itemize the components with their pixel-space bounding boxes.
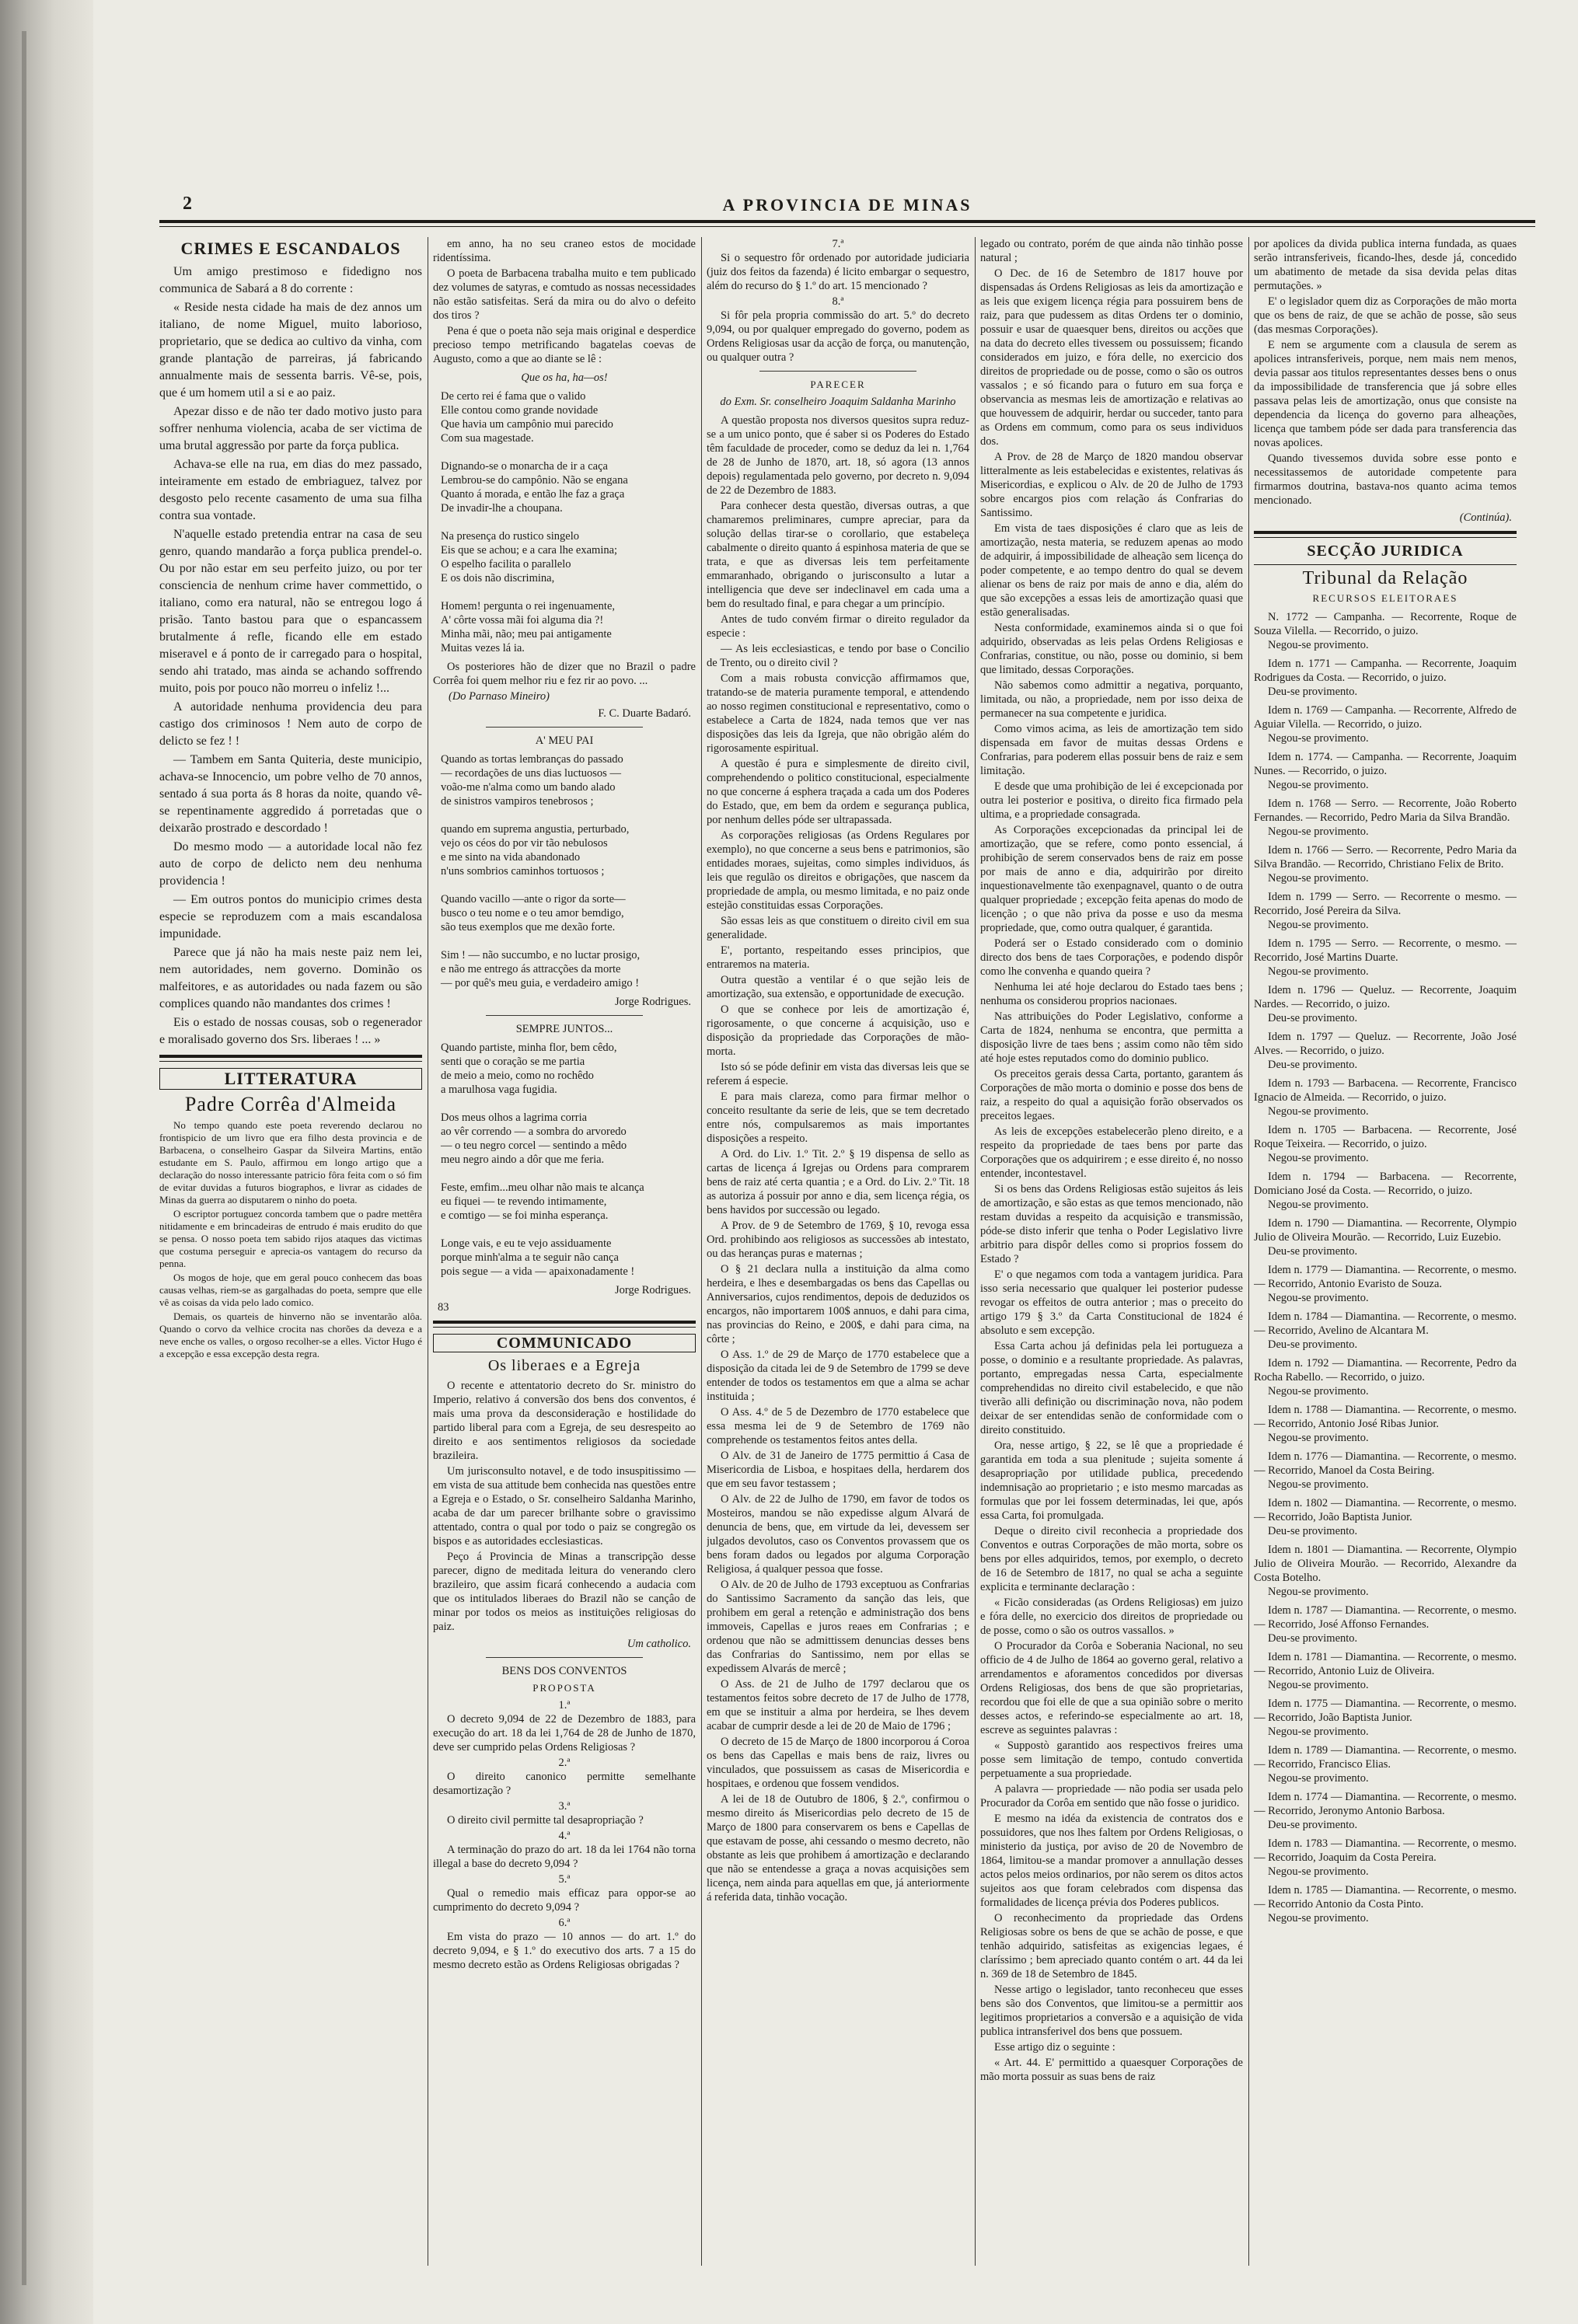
paragraph: As leis de excepções estabelecerão pleno direito, e a respeito da propriedade de taes bens por parte das Corporações que os adquirirem ; e esse direito é, no nosso entender, incontestavel. xyxy=(980,1125,1243,1180)
appeal-result: Negou-se provimento. xyxy=(1268,1199,1369,1211)
appeal-text: Idem n. 1785 — Diamantina. — Recorrente, o mesmo. — Recorrido Antonio da Costa Pinto. xyxy=(1254,1884,1517,1910)
appeal-result: Negou-se provimento. xyxy=(1268,825,1369,838)
column-2 xyxy=(433,237,696,2266)
column-divider xyxy=(701,237,702,2266)
paragraph: Peço á Provincia de Minas a transcripção desse parecer, digno de meditada leitura do venerando clero brazileiro, que assim ficará conhecendo a audacia com que os intitulados liberaes do Brazil não se cançâo de minar por todos os meios as instituições religiosas do paiz. xyxy=(433,1551,696,1633)
appeal-text: Idem n. 1783 — Diamantina. — Recorrente, o mesmo. — Recorrido, Joaquim da Costa Pereira. xyxy=(1254,1837,1517,1864)
appeal-entry xyxy=(1254,1790,1517,1832)
paragraph: O § 21 declara nulla a instituição da alma como herdeira, e lhes e desembargadas os bens das Capellas ou Anniversarios, cujos rendimentos, depois de deduzidos os encargos, não importarem 100$ annuos, e dahi para cima, nas provincias do Reino, e 200$, e dahi para cima, na côrte ; xyxy=(707,1263,969,1345)
section-rule xyxy=(1254,531,1517,534)
appeal-entry xyxy=(1254,1123,1517,1165)
appeal-result: Negou-se provimento. xyxy=(1268,1385,1369,1398)
appeal-result: Negou-se provimento. xyxy=(1268,1726,1369,1738)
appeal-result: Negou-se provimento. xyxy=(1268,872,1369,885)
paragraph: Si os bens das Ordens Religiosas estão sujeitos ás leis de amortização, e são estas as que temos mencionado, não restam duvidas a respeito da acquisição e transmissão, póde-se disto inferir que tenha o Poder Legislativo livre arbitrio para dispôr delles como si proprios fossem do Estado ? xyxy=(980,1183,1243,1265)
paragraph: Apezar disso e de não ter dado motivo justo para soffrer nenhuma violencia, acaba de ser victima de uma brutal aggressão por parte da força publica. xyxy=(159,405,422,452)
appeal-entry xyxy=(1254,1697,1517,1739)
appeal-result: Negou-se provimento. xyxy=(1268,1865,1369,1878)
appeal-text: Idem n. 1796 — Queluz. — Recorrente, Joaquim Nardes. — Recorrido, o juizo. xyxy=(1254,984,1517,1010)
section-title-communicado: COMMUNICADO xyxy=(433,1334,696,1352)
paragraph: A Prov. de 9 de Setembro de 1769, § 10, revoga essa Ord. prohibindo aos religiosos as successões ab intestato, ou das heranças puras e maternas ; xyxy=(707,1220,969,1260)
article-subtitle: Os liberaes e a Egreja xyxy=(487,1357,641,1374)
appeal-text: Idem n. 1768 — Serro. — Recorrente, João Roberto Fernandes. — Recorrido, Pedro Maria da Silva Brandão. xyxy=(1254,797,1517,824)
question-number: 7.ª xyxy=(832,238,844,250)
paragraph: A Ord. do Liv. 1.º Tit. 2.º § 19 dispensa de sello as cartas de licença á Igrejas ou Ordens para comprarem bens de raiz até certa quantia ; e a Ord. do Liv. 2.º Tit. 18 as autoriza á possuir por anno e dia, sem licença régia, os bens havidos por successão ou legado. xyxy=(707,1148,969,1216)
appeal-entry xyxy=(1254,1743,1517,1785)
appeal-text: Idem n. 1781 — Diamantina. — Recorrente, o mesmo. — Recorrido, Antonio Luiz de Oliveira. xyxy=(1254,1651,1517,1677)
appeal-entry xyxy=(1254,1216,1517,1258)
paragraph: N'aquelle estado pretendia entrar na casa de seu genro, quando mandarão a força publica prendel-o. Ou por não estar em seu perfeito juizo, ou por ter consciencia de nenhum crime haver commettido, o italiano, como era natural, não se entregou logo á prisão. Tanto bastou para que o espancassem brutalmente á refle, ficando elle em estado miseravel e á ponto de ir carregado para o hospital, sendo ahi tratado, mas ainda se achando soffrendo muito, pois por pouco não morreu o infeliz !... xyxy=(159,528,422,695)
appeals-list xyxy=(1254,610,1517,1925)
paragraph: O recente e attentatorio decreto do Sr. ministro do Imperio, relativo á conversão dos bens dos conventos, é mais uma prova da desconsideração e hostilidade do partido liberal para com a Egreja, de seu desrespeito ao direito e aos sentimentos religiosos da sociedade brazileira. xyxy=(433,1380,696,1462)
appeal-result: Negou-se provimento. xyxy=(1268,1679,1369,1691)
paragraph: A lei de 18 de Outubro de 1806, § 2.º, confirmou o mesmo direito ás Misericordias pelo decreto de 15 de Março de 1800 para conservarem os bens e Capellas de que estavam de posse, ahi cessando o mesmo decreto, não obstante as leis que prohibem á amortização e declarando que não se entendesse a graça a novas acquisições sem licença, nem ainda para aquellas em que, já anteriormente á referida data, tinhão vocação. xyxy=(707,1793,969,1904)
paragraph: Do mesmo modo — a autoridade local não fez auto de corpo de delicto nem deu nenhuma providencia ! xyxy=(159,840,422,888)
paragraph: Nas attribuições do Poder Legislativo, conforme a Carta de 1824, nenhuma se encontra, que permitta a disposição livre de taes bens ; assim como não têm sido até hoje estes reputados como do dominio publico. xyxy=(980,1010,1243,1065)
appeal-entry xyxy=(1254,1030,1517,1072)
paragraph: — Em outros pontos do municipio crimes desta especie se reproduzem com a mais escandalosa impunidade. xyxy=(159,893,422,940)
paragraph: Com a mais robusta convicção affirmamos que, tratando-se de materia puramente temporal, e attendendo ao nosso regimen constitucional e representativo, como o estabelece a Carta de 1824, nada temos que ver nas disposições das leis da Igreja, que não obrigão além do rigorosamente espiritual. xyxy=(707,672,969,755)
section-rule xyxy=(159,1055,422,1058)
appeal-entry xyxy=(1254,843,1517,885)
paragraph: As Corporações excepcionadas da principal lei de amortização, que se refere, como ponto essencial, á prohibição de serem conservados bens de raiz em posse por mais de anno e dia, adquirirão por direito inquestionavelmente tão exenpagnavel, quanto o de outra qualquer propriedade ; excepção feita apenas do modo de licenção ; o que não priva da posse e uso da mesma propriedade, que, como outra qualquer, é garantida. xyxy=(980,824,1243,934)
appeal-result: Negou-se provimento. xyxy=(1268,1772,1369,1785)
appeal-entry xyxy=(1254,1543,1517,1599)
column-3 xyxy=(707,237,969,2266)
section-subheading: RECURSOS ELEITORAES xyxy=(1312,592,1458,604)
appeal-text: Idem n. 1705 — Barbacena. — Recorrente, José Roque Teixeira. — Recorrido, o juizo. xyxy=(1254,1124,1517,1150)
question-number: 4.ª xyxy=(558,1830,571,1842)
reference-number: 83 xyxy=(438,1301,449,1314)
appeal-text: Idem n. 1789 — Diamantina. — Recorrente, o mesmo. — Recorrido, Francisco Elias. xyxy=(1254,1744,1517,1771)
section-rule-thin xyxy=(433,1327,696,1328)
source-note: (Do Parnaso Mineiro) xyxy=(449,690,550,703)
appeal-text: Idem n. 1792 — Diamantina. — Recorrente, Pedro da Rocha Rabello. — Recorrido, o juizo. xyxy=(1254,1357,1517,1384)
question: O decreto 9,094 de 22 de Dezembro de 1883, para execução do art. 18 da lei 1,764 de 28 de Junho de 1870, deve ser cumprido pelas Ordens Religiosas ? xyxy=(433,1713,696,1753)
newspaper-page xyxy=(159,183,1535,2281)
paragraph: Os preceitos gerais dessa Carta, portanto, garantem ás Corporações de mão morta o dominio e posse dos bens de raiz, a respeito do qual a aquisição forão observados os preceitos legaes. xyxy=(980,1068,1243,1122)
question-number: 5.ª xyxy=(558,1873,571,1886)
paragraph: E', portanto, respeitando esses principios, que entraremos na materia. xyxy=(707,944,969,971)
appeal-entry xyxy=(1254,657,1517,699)
paragraph: — Tambem em Santa Quiteria, deste municipio, achava-se Innocencio, um pobre velho de 70 annos, sentado á sua porta ás 8 horas da noite, quando vê-se repentinamente aggredido á porretadas que o deixarão prostrado e descordado ! xyxy=(159,753,422,835)
paragraph: Um amigo prestimoso e fidedigno nos communica de Sabará a 8 do corrente : xyxy=(159,265,422,295)
paragraph: Achava-se elle na rua, em dias do mez passado, inteiramente em estado de embriaguez, talvez por desgosto pelo recente casamento de uma sua filha contra sua vontade. xyxy=(159,458,422,522)
appeal-text: Idem n. 1766 — Serro. — Recorrente, Pedro Maria da Silva Brandão. — Recorrido, Christiano Felix de Brito. xyxy=(1254,844,1517,871)
paragraph: A Prov. de 28 de Março de 1820 mandou observar litteralmente as leis estabelecidas e existentes, relativas ás Misericordias, e explicou o Alv. de 20 de Julho de 1793 sobre encargos pios com relação ás Confrarias do Santissimo. xyxy=(980,451,1243,519)
appeal-result: Deu-se provimento. xyxy=(1268,686,1358,698)
paragraph: Isto só se póde definir em vista das diversas leis que se referem á especie. xyxy=(707,1061,969,1087)
section-title-juridica: SECÇÃO JURIDICA xyxy=(1307,543,1464,560)
appeal-result: Negou-se provimento. xyxy=(1268,1586,1369,1598)
paragraph: E mesmo na idéa da existencia de contratos dos e possuidores, que nos lhes faltem por Ordens Religiosas, o ministerio da justiça, por aviso de 20 de Novembro de 1864, limitou-se a mandar promover a annullação desses actos pelos meios ordinarios, por não serem os ditos actos sujeitos aos que foram celebrados com dispensa das formalidades de licença prévia dos Poderes publicos. xyxy=(980,1813,1243,1909)
section-subtitle: Tribunal da Relação xyxy=(1302,568,1468,588)
separator xyxy=(486,1015,644,1016)
signature: Um catholico. xyxy=(627,1638,691,1650)
paragraph: « Ficão consideradas (as Ordens Religiosas) em juizo e fóra delle, no exercicio dos direitos de propriedade ou de posse, como o são os outros vassallos. » xyxy=(980,1596,1243,1637)
paragraph: — As leis ecclesiasticas, e tendo por base o Concilio de Trento, ou o direito civil ? xyxy=(707,643,969,669)
paragraph: Para conhecer desta questão, diversas outras, a que chamaremos preliminares, cumpre apreciar, para da solução dellas tirar-se o corollario, que estabeleça cabalmente o direito quanto á espinhosa materia de que se trata, e que as diversas leis tem perfeitamente emmaranhado, obrigando o jurisconsulto a lutar a intelligencia que deve ser indeclinavel em cada uma a bem do resultado final, e para chegar a um princípio. xyxy=(707,500,969,610)
appeal-result: Negou-se provimento. xyxy=(1268,1912,1369,1924)
paragraph: Antes de tudo convém firmar o direito regulador da especie : xyxy=(707,613,969,640)
paragraph: O Ass. 1.º de 29 de Março de 1770 estabelece que a disposição da citada lei de 9 de Setembro de 1799 se deve entender de todos os testamentos em que a alma se achar instituida ; xyxy=(707,1349,969,1403)
paragraph: Os posteriores hão de dizer que no Brazil o padre Corrêa foi quem melhor riu e fez rir ao povo. ... xyxy=(433,661,696,687)
question-number: 2.ª xyxy=(558,1757,571,1769)
poem: De certo rei é fama que o valido Elle contou como grande novidade Que havia um campônio mui parecido Com sua magestade. Dignando-se o monarcha de ir a caça Lembrou-se do campônio. Não se engana Quanto á morada, e então lhe faz a graça De invadir-lhe a choupana. Na presença do rustico singelo Eis que se achou; e a cara lhe examina; O espelho facilita o parallelo E os dois não discrimina, Homem! pergunta o rei ingenuamente, A' côrte vossa mãi foi alguma dia ?! Minha mãi, não; meu pai antigamente Muitas vezes lá ia. xyxy=(441,390,628,654)
continued-note: (Continúa). xyxy=(1459,511,1512,524)
appeal-entry xyxy=(1254,1650,1517,1692)
appeal-text: Idem n. 1784 — Diamantina. — Recorrente, o mesmo. — Recorrido, Avelino de Alcantara M. xyxy=(1254,1310,1517,1337)
paragraph: O Alv. de 20 de Julho de 1793 exceptuou as Confrarias do Santissimo Sacramento da sanção das leis, que prohibem em geral a retenção e administração dos bens immoveis, Capellas e juros reaes em Confrarias ; e ordenou que não se admittissem denuncias desses bens das Confrarias do Santissimo, nem por ellas se expedissem Alvarás de mercê ; xyxy=(707,1579,969,1675)
paragraph: E' o que negamos com toda a vantagem juridica. Para isso seria necessario que qualquer lei posterior pudesse revogar os effeitos de outra anterior ; mas o preceito do artigo 179 § 3.º da Carta Constitucional de 1824 é absoluto e sem excepção. xyxy=(980,1268,1243,1337)
paragraph: Deque o direito civil reconhecia a propriedade dos Conventos e outras Corporações de mão morta, sobre os bens por elles adquiridos, temos, por exemplo, o decreto de 16 de Setembro de 1817, no qual se acha a seguinte explicita e terminante declaração : xyxy=(980,1525,1243,1593)
paragraph: Os mogos de hoje, que em geral pouco conhecem das boas causas velhas, riem-se as gargalhadas do poeta, sempre que elle vê as coisas da vida pelo lado comico. xyxy=(159,1272,422,1308)
separator xyxy=(486,727,644,728)
section-rule-thin xyxy=(1254,564,1517,565)
question-number: 6.ª xyxy=(558,1917,571,1929)
question: Qual o remedio mais efficaz para oppor-se ao cumprimento do decreto 9,094 ? xyxy=(433,1887,696,1914)
appeal-entry xyxy=(1254,1450,1517,1492)
section-subheading: PARECER xyxy=(810,379,866,390)
appeal-result: Negou-se provimento. xyxy=(1268,965,1369,978)
paragraph: por apolices da divida publica interna fundada, as quaes serão intransferiveis, ficando-lhes, desde já, concedido um abatimento de metade da sisa devida pelas ditas permutações. » xyxy=(1254,238,1517,292)
appeal-entry xyxy=(1254,1403,1517,1445)
header-rule-thin xyxy=(159,226,1535,227)
column-divider xyxy=(1248,237,1249,2266)
appeal-entry xyxy=(1254,797,1517,839)
header-rule xyxy=(159,220,1535,223)
paragraph: O Procurador da Corôa e Soberania Nacional, no seu officio de 4 de Julho de 1864 ao governo geral, relativo a arrendamentos e aforamentos concedidos por diversas Ordens Religiosas, dos bens de que são proprietarias, recordou que foi elle de que a sua opinião sobre o merito desses actos, e referindo-se especialmente ao art. 18, escreve as seguintes palavras : xyxy=(980,1640,1243,1736)
paragraph: Em vista de taes disposições é claro que as leis de amortização, nesta materia, se reduzem apenas ao modo de adquirir, á impossibilidade de alheação sem licença do poder competente, e ao tempo dentro do qual se devem alienar os bens de raiz por mais de anno e dia, além do que são excepções a essas leis de amortização quasi que estão generalisadas. xyxy=(980,522,1243,619)
separator xyxy=(486,1657,644,1658)
question: Si fôr pela propria commissão do art. 5.º do decreto 9,094, ou por qualquer empregado do governo, podem as Ordens Religiosas usar da acção de força, ou manutenção, ou qualquer outra ? xyxy=(707,309,969,364)
question: Si o sequestro fôr ordenado por autoridade judiciaria (juiz dos feitos da fazenda) é licito embargar o sequestro, além do recurso do § 1.º do art. 15 mencionado ? xyxy=(707,252,969,292)
column-5 xyxy=(1254,237,1517,2266)
paragraph: Nenhuma lei até hoje declarou do Estado taes bens ; nenhuma os considerou proprios nacionaes. xyxy=(980,981,1243,1007)
appeal-entry xyxy=(1254,983,1517,1025)
question: O direito canonico permitte semelhante desamortização ? xyxy=(433,1771,696,1797)
paragraph: O reconhecimento da propriedade das Ordens Religiosas sobre os bens de que se achão de posse, e que tenhão adquirido, satisfeitas as exigencias legaes, é claríssimo ; bem apreciado quanto contém o art. 44 da lei n. 369 de 18 de Setembro de 1845. xyxy=(980,1912,1243,1980)
appeal-text: N. 1772 — Campanha. — Recorrente, Roque de Souza Vilella. — Recorrido, o juizo. xyxy=(1254,611,1517,637)
paragraph: « Suppostò garantido aos respectivos freires uma posse sem limitação de tempo, contudo convertida perpetuamente a sua propriedade. xyxy=(980,1740,1243,1780)
appeal-entry xyxy=(1254,1356,1517,1398)
column-4 xyxy=(980,237,1243,2266)
appeal-text: Idem n. 1776 — Diamantina. — Recorrente, o mesmo. — Recorrido, Manoel da Costa Beiring. xyxy=(1254,1450,1517,1477)
paragraph: O Dec. de 16 de Setembro de 1817 houve por dispensadas ás Ordens Religiosas as leis da amortização e as leis que exigem licença régia para possuirem bens de raiz, para que pudessem as ditas Ordens ter o dominio, possuir e usar de quaesquer bens, direitos ou acções que na data do decreto elles tivessem ou possuissem; ficando considerados em juizo, e fóra delle, no exercicio dos direitos de propriedade ou de posse, como o são os outros vassalos ; e só ficando para o futuro em sua força e observancia as mesmas leis de amortização e relativas ao que houvessem de adquirir, herdar ou succeder, tanto para as Ordens em commum, como para os seus individuos dos. xyxy=(980,267,1243,448)
appeal-text: Idem n. 1771 — Campanha. — Recorrente, Joaquim Rodrigues da Costa. — Recorrido, o juizo. xyxy=(1254,658,1517,684)
paragraph: Eis o estado de nossas cousas, sob o regenerador e moralisado governo dos Srs. liberaes ! ... » xyxy=(159,1016,422,1046)
appeal-entry xyxy=(1254,890,1517,932)
appeal-text: Idem n. 1795 — Serro. — Recorrente, o mesmo. — Recorrido, José Martins Duarte. xyxy=(1254,937,1517,964)
appeal-entry xyxy=(1254,1170,1517,1212)
appeal-result: Deu-se provimento. xyxy=(1268,1012,1358,1024)
appeal-text: Idem n. 1799 — Serro. — Recorrente o mesmo. — Recorrido, José Pereira da Silva. xyxy=(1254,891,1517,917)
paragraph: A autoridade nenhuma providencia deu para castigo dos criminosos ! Nem auto de corpo de delicto se fez ! ! xyxy=(159,700,422,748)
paragraph: As corporações religiosas (as Ordens Regulares por exemplo), no que concerne a seus bens e patrimonios, são entidades moraes, sujeitas, como simples individuos, ás leis que regulão os direitos e obrigações, que nascem da propriedade de ampla, ou mesmo limitada, e no paiz onde estejão constituidas essas Corporações. xyxy=(707,829,969,912)
poem: Quando as tortas lembranças do passado — recordações de uns dias luctuosos — voão-me n'alma como um bando alado de sinistros vampiros tenebrosos ; quando em suprema angustia, perturbado, vejo os céos do por vir tão nebulosos e me sinto na vida abandonado n'uns sombrios caminhos tortuosos ; Quando vacillo —ante o rigor da sorte— busco o teu nome e o teu amor bemdigo, são teus exemplos que me dexão forte. Sim ! — não succumbo, e no luctar prosigo, e não me entrego ás attracções da morte — por quê's meu guia, e verdadeiro amigo ! xyxy=(441,753,641,989)
paragraph: Essa Carta achou já definidas pela lei portugueza a posse, o dominio e a resultante propriedade. As palavras, portanto, empregadas nessa Carta, especialmente comprehendidas no direito civil estabelecido, e que não tiverão alli definição ou discriminação nova, não podem deixar de ser entendidas senão de conformidade com o direito constituido. xyxy=(980,1340,1243,1436)
appeal-entry xyxy=(1254,1496,1517,1538)
paragraph: O Ass. de 21 de Julho de 1797 declarou que os testamentos feitos sobre decreto de 17 de Julho de 1778, em que se instituir a alma por herdeira, se lhes devem acabar de cumprir desde a lei de 20 de Maio de 1796 ; xyxy=(707,1678,969,1733)
appeal-text: Idem n. 1797 — Queluz. — Recorrente, João José Alves. — Recorrido, o juizo. xyxy=(1254,1031,1517,1057)
paragraph: Um jurisconsulto notavel, e de todo insuspitissimo — em vista de sua attitude bem conhecida nas questões entre a Egreja e o Estado, o Sr. conselheiro Saldanha Marinho, acaba de dar um parecer brilhante sobre o gravissimo attentado, contra o qual por todo o paiz se congregão os bispos e as autoridades ecclesiasticas. xyxy=(433,1465,696,1548)
appeal-result: Deu-se provimento. xyxy=(1268,1525,1358,1537)
section-heading: BENS DOS CONVENTOS xyxy=(501,1665,627,1677)
paragraph: « Art. 44. E' permittido a quaesquer Corporações de mão morta possuir as suas bens de raiz xyxy=(980,2057,1243,2083)
appeal-entry xyxy=(1254,1077,1517,1118)
appeal-result: Negou-se provimento. xyxy=(1268,1152,1369,1164)
signature: F. C. Duarte Badaró. xyxy=(598,707,691,720)
signature: Jorge Rodrigues. xyxy=(614,1284,691,1296)
appeal-result: Negou-se provimento. xyxy=(1268,779,1369,791)
author-line: do Exm. Sr. conselheiro Joaquim Saldanha Marinho xyxy=(720,396,956,408)
section-rule-thin xyxy=(1254,537,1517,538)
paragraph: O decreto de 15 de Março de 1800 incorporou á Coroa os bens das Capellas e mais bens de raiz, livres ou vinculados, que possuissem as casas de Misericordia e hospitaes, e ordenou que fossem vendidos. xyxy=(707,1736,969,1790)
paragraph: O escriptor portuguez concorda tambem que o padre mettêra nitidamente e em brincadeiras de entrudo é mais erudito do que se pensa. O nosso poeta tem sabido rijos ataques das victimas que costuma perseguir e aprecia-os vantagem do recurso da penna. xyxy=(159,1208,422,1269)
paragraph: « Reside nesta cidade ha mais de dez annos um italiano, de nome Miguel, muito laborioso, proprietario, que se dedica ao cultivo da vinha, com grande plantação de parreiras, já fabricando annualmente mais de sessenta barris. Vê-se, pois, que é um homem util a si e ao paiz. xyxy=(159,301,422,400)
paragraph: São essas leis as que constituem o direito civil em sua generalidade. xyxy=(707,915,969,941)
appeal-result: Deu-se provimento. xyxy=(1268,1338,1358,1351)
paragraph: E desde que uma prohibição de lei é excepcionada por outra lei posterior e positiva, o direito fica firmado pela ultima, e a propriedade consagrada. xyxy=(980,780,1243,821)
section-rule-thin xyxy=(159,1061,422,1062)
appeal-result: Deu-se provimento. xyxy=(1268,1059,1358,1071)
paragraph: Esse artigo diz o seguinte : xyxy=(994,2041,1115,2054)
appeal-entry xyxy=(1254,1263,1517,1305)
question-number: 8.ª xyxy=(832,295,844,308)
appeal-entry xyxy=(1254,1883,1517,1925)
paragraph: Não sabemos como admittir a negativa, porquanto, limitada, ou não, a propriedade, nem por isso deixa de permanecer na sua competente e juridica. xyxy=(980,679,1243,720)
paragraph: Parece que já não ha mais neste paiz nem lei, nem autoridades, nem governo. Dominão os malfeitores, e as autoridades ou nada fazem ou são complices quando não mandantes dos crimes ! xyxy=(159,946,422,1010)
appeal-text: Idem n. 1775 — Diamantina. — Recorrente, o mesmo. — Recorrido, João Baptista Junior. xyxy=(1254,1698,1517,1724)
poem-title: Que os ha, ha—os! xyxy=(521,372,608,384)
article-subtitle: Padre Corrêa d'Almeida xyxy=(184,1093,397,1115)
binding-edge xyxy=(22,31,26,2285)
paragraph: Demais, os quarteis de hinverno não se inventarão alôa. Quando o corvo da velhice crocita nas chorões da deveza e a neve enche os valles, o orgoso recolher-se a elles. Victor Hugo é a excepção e essa excepção desta regra. xyxy=(159,1310,422,1359)
section-title-litteratura: LITTERATURA xyxy=(159,1068,422,1090)
appeal-result: Negou-se provimento. xyxy=(1268,1105,1369,1118)
section-rule xyxy=(433,1321,696,1324)
paragraph: Outra questão a ventilar é o que sejão leis de amortização, sua extensão, e opportunidade de execução. xyxy=(707,974,969,1000)
appeal-text: Idem n. 1788 — Diamantina. — Recorrente, o mesmo. — Recorrido, Antonio José Ribas Junior. xyxy=(1254,1404,1517,1430)
appeal-text: Idem n. 1794 — Barbacena. — Recorrente, Domiciano José da Costa. — Recorrido, o juizo. xyxy=(1254,1171,1517,1197)
signature: Jorge Rodrigues. xyxy=(614,996,691,1008)
page-number: 2 xyxy=(183,194,192,214)
paragraph: O Ass. 4.º de 5 de Dezembro de 1770 estabelece que essa mesma lei de 9 de Setembro de 1769 não comprehende os testamentos feitos antes della. xyxy=(707,1406,969,1446)
appeal-entry xyxy=(1254,1310,1517,1352)
poem: Quando partiste, minha flor, bem cêdo, senti que o coração se me partia de meio a meio, como no rochêdo a marulhosa vaga fugidia. Dos meus olhos a lagrima corria ao vêr correndo — a sombra do arvoredo — o teu negro corcel — sentindo a mêdo meu negro aindo a dôr que me feria. Feste, emfim...meu olhar não mais te alcança eu fiquei — te revendo intimamente, e comtigo — se foi minha esperança. Longe vais, e eu te vejo assiduamente porque minh'alma a te seguir não cança pois segue — a vida — apaixonadamente ! xyxy=(441,1042,644,1278)
appeal-entry xyxy=(1254,1603,1517,1645)
paragraph: Nesse artigo o legislador, tanto reconheceu que esses bens são dos Conventos, que limitou-se a permittir aos legitimos proprietarios a conversão e a aquisição de vida publica intransferivel dos bens que possuem. xyxy=(980,1984,1243,2038)
appeal-text: Idem n. 1793 — Barbacena. — Recorrente, Francisco Ignacio de Almeida. — Recorrido, o juizo. xyxy=(1254,1077,1517,1104)
appeal-text: Idem n. 1801 — Diamantina. — Recorrente, Olympio Julio de Oliveira Mourão. — Recorrido, Alexandre da Costa Botelho. xyxy=(1254,1544,1517,1584)
appeal-text: Idem n. 1802 — Diamantina. — Recorrente, o mesmo. — Recorrido, João Baptista Junior. xyxy=(1254,1497,1517,1523)
appeal-result: Deu-se provimento. xyxy=(1268,1245,1358,1258)
question: O direito civil permitte tal desapropriação ? xyxy=(447,1814,644,1827)
appeal-result: Deu-se provimento. xyxy=(1268,1819,1358,1831)
question: Em vista do prazo — 10 annos — do art. 1.º do decreto 9,094, e § 1.º do executivo dos arts. 7 a 15 do mesmo decreto estão as Ordens Religiosas obrigadas ? xyxy=(433,1931,696,1971)
paragraph: em anno, ha no seu craneo estos de mocidade ridentíssima. xyxy=(433,238,696,264)
appeal-text: Idem n. 1769 — Campanha. — Recorrente, Alfredo de Aguiar Vilella. — Recorrido, o juizo. xyxy=(1254,704,1517,731)
paragraph: O poeta de Barbacena trabalha muito e tem publicado dez volumes de satyras, e comtudo as nossas necessidades não estão satisfeitas. Será da mira ou do alvo o defeito dos tiros ? xyxy=(433,267,696,322)
appeal-result: Negou-se provimento. xyxy=(1268,1292,1369,1304)
appeal-result: Negou-se provimento. xyxy=(1268,639,1369,651)
column-divider xyxy=(975,237,976,2266)
paragraph: O que se conhece por leis de amortização é, rigorosamente, o que concerne á acquisição, uso e disposição da propriedade das Corporações de mão-morta. xyxy=(707,1003,969,1058)
article-title: CRIMES E ESCANDALOS xyxy=(180,239,401,258)
paragraph: Nesta conformidade, examinemos ainda si o que foi adquirido, observadas as leis pelas Ordens Religiosas e Confrarias, constitue, ou não, posse ou dominio, si bem que limitado, dessas Corporações. xyxy=(980,622,1243,676)
question: A terminação do prazo do art. 18 da lei 1764 não torna illegal a base do decreto 9,094 ? xyxy=(433,1844,696,1870)
appeal-result: Negou-se provimento. xyxy=(1268,732,1369,745)
appeal-text: Idem n. 1774 — Diamantina. — Recorrente, o mesmo. — Recorrido, Jeronymo Antonio Barbosa. xyxy=(1254,1791,1517,1817)
paragraph: O Alv. de 22 de Julho de 1790, em favor de todos os Mosteiros, mandou se não expedisse algum Alvará de denuncia de bens, que, em virtude da lei, devessem ser julgados devolutos, caso os Conventos provassem que os bens foram dados ou legados por alguma Corporação Religiosa, á qualquer pessoa que fosse. xyxy=(707,1493,969,1576)
appeal-entry xyxy=(1254,1837,1517,1879)
masthead: A PROVINCIA DE MINAS xyxy=(722,195,972,215)
appeal-result: Negou-se provimento. xyxy=(1268,1478,1369,1491)
appeal-result: Negou-se provimento. xyxy=(1268,919,1369,931)
paragraph: E nem se argumente com a clausula de serem as apolices intransferiveis, porque, nem mais nem menos, devia passar aos titulos representantes desses bens o onus da impossibilidade de transferencia que já sobre elles passava pelas leis de amortização, onus que consiste na dependencia da licença do governo para alheações, licença que tambem póde ser dada para transferencia das novas apolices. xyxy=(1254,339,1517,449)
paragraph: A palavra — propriedade — não podia ser usada pelo Procurador da Corôa em sentido que não fosse o juridico. xyxy=(980,1783,1243,1809)
appeal-entry xyxy=(1254,937,1517,979)
paragraph: A questão proposta nos diversos quesitos supra reduz-se a um unico ponto, que é saber si os Poderes do Estado têm faculdade de proceder, como se deduz da lei n. 1,764 de 28 de Junho de 1870, art. 18, só agora (13 annos depois) regulamentada pelo governo, por decreto n. 9,094 de 22 de Dezembro de 1883. xyxy=(707,414,969,497)
separator xyxy=(759,371,917,372)
paragraph: Como vimos acima, as leis de amortização tem sido dispensada em favor de muitas dessas Ordens e Confrarias, para poderem ellas possuir bens de raiz e sem limitação. xyxy=(980,723,1243,777)
paragraph: A questão é pura e simplesmente de direito civil, comprehendendo o politico constitucional, especialmente no que concerne á esphera traçada a cada um dos Poderes do Estado, que, em bem da ordem e segurança publica, por nenhum delles póde ser ultrapassada. xyxy=(707,758,969,826)
paragraph: Pena é que o poeta não seja mais original e desperdice precioso tempo metrificando bagatelas coevas de Augusto, como a que ao diante se lê : xyxy=(433,325,696,365)
paragraph: No tempo quando este poeta reverendo declarou no frontispicio de um livro que era filho desta provincia e de Barbacena, o conselheiro Gaspar da Silveira Martins, então estudante em S. Paulo, affirmou em longo artigo que a declaração do nosso interessante patricio fôra feita com o só fim de evitar duvidas a futuros biographos, e livrar as cidades de Minas da guerra ao disputarem o ninho do poeta. xyxy=(159,1119,422,1206)
appeal-result: Negou-se provimento. xyxy=(1268,1432,1369,1444)
appeal-text: Idem n. 1787 — Diamantina. — Recorrente, o mesmo. — Recorrido, José Affonso Fernandes. xyxy=(1254,1604,1517,1631)
column-1 xyxy=(159,237,422,2266)
section-subheading: PROPOSTA xyxy=(532,1682,596,1694)
appeal-text: Idem n. 1779 — Diamantina. — Recorrente, o mesmo. — Recorrido, Antonio Evaristo de Souza. xyxy=(1254,1264,1517,1290)
question-number: 3.ª xyxy=(558,1800,571,1813)
paragraph: Ora, nesse artigo, § 22, se lê que a propriedade é garantida em toda a sua plenitude ; sujeita somente á desapropriação por utilidade publica, precedendo indemnisação ao proprietario ; e isto mesmo marcadas as formulas que por lei fossem determinadas, lei que, após essa Carta, foi promulgada. xyxy=(980,1439,1243,1522)
poem-title: A' MEU PAI xyxy=(535,735,594,747)
paragraph: legado ou contrato, porém de que ainda não tinhão posse natural ; xyxy=(980,238,1243,264)
appeal-entry xyxy=(1254,703,1517,745)
appeal-entry xyxy=(1254,750,1517,792)
appeal-text: Idem n. 1790 — Diamantina. — Recorrente, Olympio Julio de Oliveira Mourão. — Recorrido, Luiz Euzebio. xyxy=(1254,1217,1517,1244)
paragraph: O Alv. de 31 de Janeiro de 1775 permittio á Casa de Misericordia de Lisboa, e hospitaes della, herdarem dos que em seu favor testassem ; xyxy=(707,1450,969,1490)
appeal-entry xyxy=(1254,610,1517,652)
appeal-text: Idem n. 1774. — Campanha. — Recorrente, Joaquim Nunes. — Recorrido, o juizo. xyxy=(1254,751,1517,777)
poem-title: SEMPRE JUNTOS... xyxy=(515,1023,613,1035)
appeal-result: Deu-se provimento. xyxy=(1268,1632,1358,1645)
paragraph: E' o legislador quem diz as Corporações de mão morta que os bens de raiz, de que se achão de posse, são seus (das mesmas Corporações). xyxy=(1254,295,1517,336)
paragraph: Poderá ser o Estado considerado com o dominio directo dos bens de taes Corporações, e podendo dispôr como lhe convenha e quando queira ? xyxy=(980,937,1243,978)
paragraph: Quando tivessemos duvida sobre esse ponto e necessitassemos de autoridade competente para firmarmos doutrina, bastava-nos quanto acima temos mencionado. xyxy=(1254,452,1517,507)
question-number: 1.ª xyxy=(558,1699,571,1712)
binding-gutter xyxy=(0,0,93,2324)
paragraph: E para mais clareza, como para firmar melhor o conceito resultante da serie de leis, que se tem decretado entre nós, compulsaremos as mais importantes disposições a respeito. xyxy=(707,1090,969,1145)
